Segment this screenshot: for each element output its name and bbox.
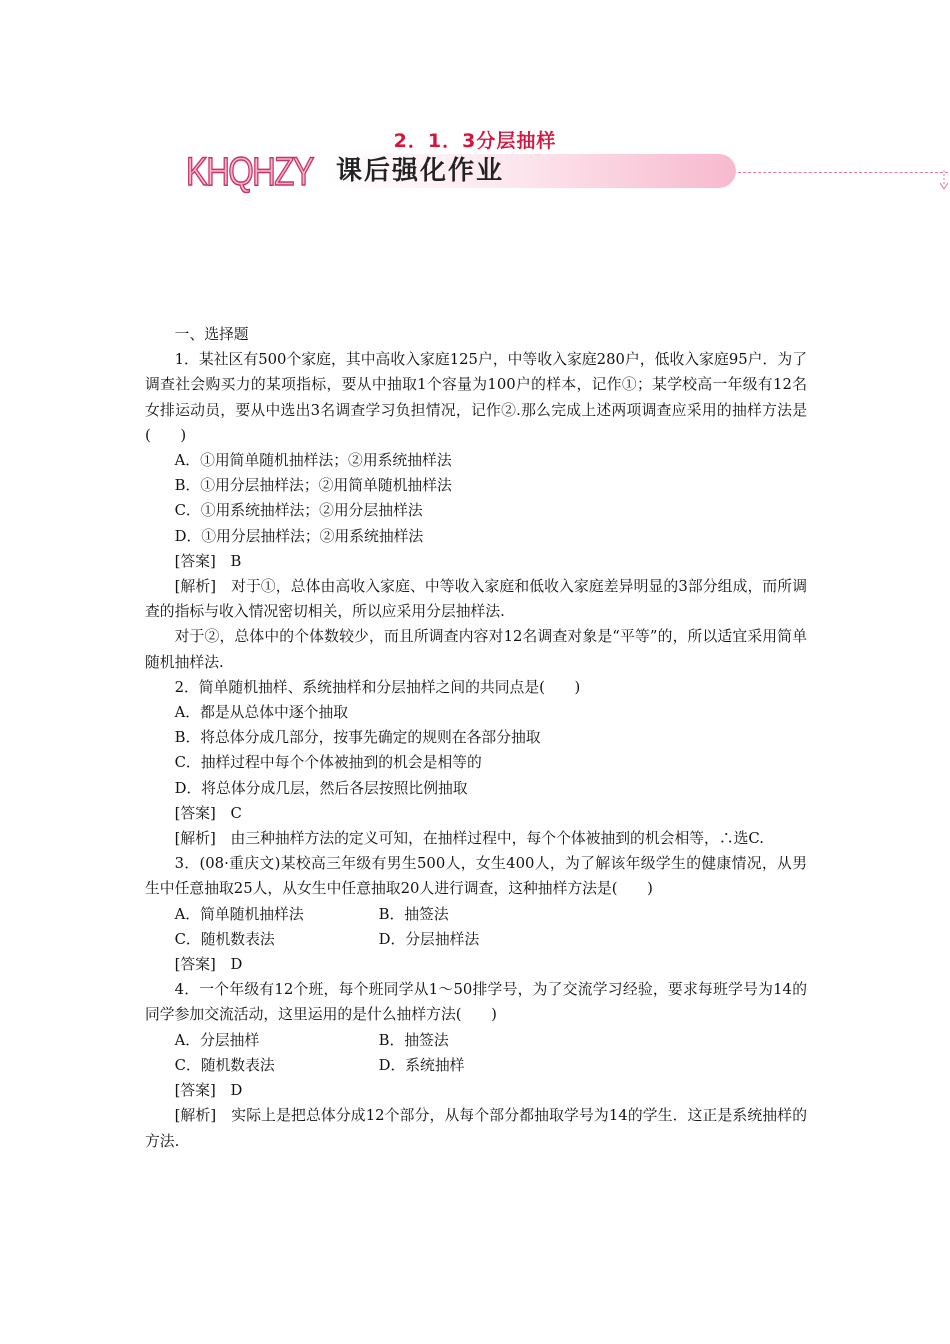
question-1-analysis: [解析] 对于①，总体由高收入家庭、中等收入家庭和低收入家庭差异明显的3部分组成，而所调查的指标与收入情况密切相关，所以应采用分层抽样法. [145,578,807,621]
question-3-stem: 3．(08·重庆文)某校高三年级有男生500人，女生400人，为了解该年级学生的健康情况，从男生中任意抽取25人，从女生中任意抽取20人进行调查，这种抽样方法是( ) [145,855,807,898]
question-1-option-c: C．①用系统抽样法；②用分层抽样法 [174,502,423,520]
question-2-answer: [答案] C [174,804,242,822]
question-3-answer: [答案] D [174,956,243,974]
question-4-option-b: B．抽签法 [378,1031,449,1049]
question-2-option-d: D．将总体分成几层，然后各层按照比例抽取 [174,779,468,797]
question-3-option-d: D．分层抽样法 [378,930,480,948]
question-2-option-a: A．都是从总体中逐个抽取 [174,704,349,722]
question-2-analysis: [解析] 由三种抽样方法的定义可知，在抽样过程中，每个个体被抽到的机会相等，∴选C. [174,830,764,848]
question-4-answer: [答案] D [174,1082,243,1100]
exercise-content [145,322,807,1154]
question-4-options-row-1 [145,1028,807,1053]
question-1-option-d: D．①用分层抽样法；②用系统抽样法 [174,527,424,545]
question-1-stem: 1．某社区有500个家庭，其中高收入家庭125户，中等收入家庭280户，低收入家庭95户．为了调查社会购买力的某项指标，要从中抽取1个容量为100户的样本，记作①；某学校高一年级有12名女排运动员，要从中选出3名调查学习负担情况，记作②.那么完成上述两项调查应采用的抽样方法是( ) [145,351,807,444]
banner-logo: KHQHZY [186,150,313,194]
question-3-option-b: B．抽签法 [378,905,449,923]
arrow-down-icon [938,170,950,192]
question-3-options-row-1 [145,902,807,927]
question-2-stem: 2．简单随机抽样、系统抽样和分层抽样之间的共同点是( ) [174,678,581,696]
question-1-answer: [答案] B [174,552,242,570]
question-1-option-b: B．①用分层抽样法；②用简单随机抽样法 [174,477,452,495]
page-title: 2．1．3分层抽样 [393,130,557,152]
question-3-option-c: C．随机数表法 [174,930,275,948]
question-1-option-a: A．①用简单随机抽样法；②用系统抽样法 [174,452,452,470]
question-4-option-d: D．系统抽样 [378,1056,465,1074]
question-3-option-a: A．简单随机抽样法 [174,905,304,923]
question-4-analysis: [解析] 实际上是把总体分成12个部分，从每个部分都抽取学号为14的学生．这正是系统抽样的方法. [145,1107,807,1150]
question-3-options-row-2 [145,927,807,952]
question-2-option-b: B．将总体分成几部分，按事先确定的规则在各部分抽取 [174,729,541,747]
banner-dashed-line [738,172,948,173]
banner-subtitle: 课后强化作业 [336,156,505,186]
question-4-options-row-2 [145,1053,807,1078]
question-4-option-c: C．随机数表法 [174,1056,275,1074]
section-heading: 一、选择题 [174,326,249,343]
question-4-stem: 4．一个年级有12个班，每个班同学从1～50排学号，为了交流学习经验，要求每班学号为14的同学参加交流活动，这里运用的是什么抽样方法( ) [145,981,807,1024]
question-2-option-c: C．抽样过程中每个个体被抽到的机会是相等的 [174,754,482,772]
question-4-option-a: A．分层抽样 [174,1031,260,1049]
section-banner [186,150,766,196]
question-1-analysis-cont: 对于②，总体中的个体数较少，而且所调查内容对12名调查对象是“平等”的，所以适宜采用简单随机抽样法. [145,628,807,671]
